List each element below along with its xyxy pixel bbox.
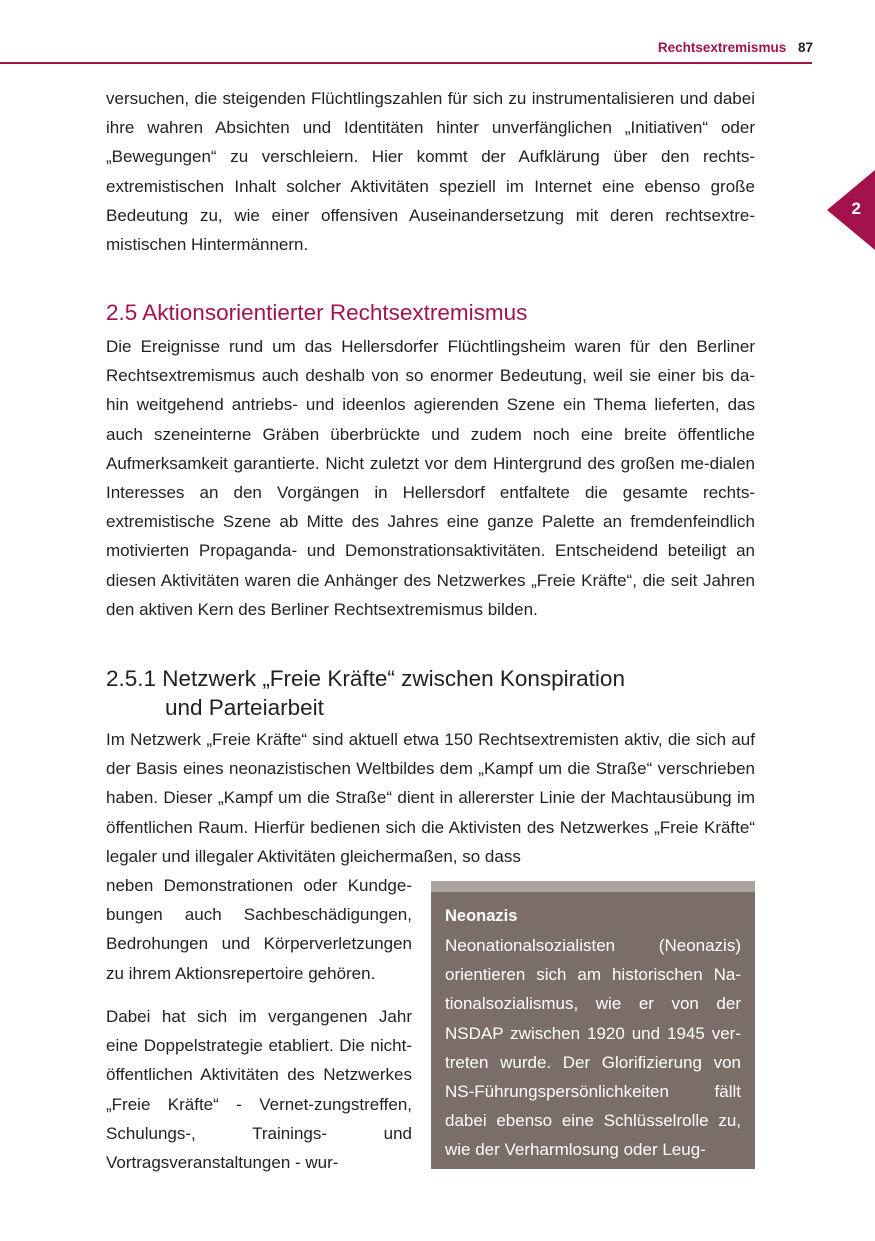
section-heading-2-5-1 (106, 664, 625, 722)
sidebar-definition-box (431, 881, 755, 1169)
section-2-5-paragraph: Die Ereignisse rund um das Hellersdorfer Flüchtlingsheim waren für den Berliner Rechtsextremismus auch deshalb von so enormer Bedeutung, weil sie einer bis da-hin weitgehend antriebs- und ideenlos agierenden Szene ein Thema lieferten, das auch szeneinterne Gräben überbrückte und zudem noch eine breite öffentliche Aufmerksamkeit garantierte. Nicht zuletzt vor dem Hintergrund des großen me-dialen Interesses an den Vorgängen in Hellersdorf entfaltete die gesamte rechts-extremistische Szene ab Mitte des Jahres eine ganze Palette an fremdenfeindlich motivierten Propaganda- und Demonstrationsaktivitäten. Entscheidend beteiligt an diesen Aktivitäten waren die Anhänger des Netzwerkes „Freie Kräfte“, die seit Jahren den aktiven Kern des Berliner Rechtsextremismus bilden. (106, 337, 755, 619)
page-number: 87 (797, 40, 813, 55)
section-2-5-1-paragraph-continued: neben Demonstrationen oder Kundge-bungen auch Sachbeschädigungen, Bedrohungen und Körperverletzungen zu ihrem Aktionsrepertoire gehören. (106, 876, 412, 983)
running-title: Rechtsextremismus (657, 40, 787, 55)
box-text: Neonationalsozialisten (Neonazis) orientieren sich am historischen Na-tionalsozialismus, wie er von der NSDAP zwischen 1920 und 1945 ver-treten wurde. Der Glorifizierung von NS-Führungspersönlichkeiten fällt dabei ebenso eine Schlüsselrolle zu, wie der Verharmlosung oder Leug- (445, 936, 741, 1160)
section-heading-2-5: 2.5 Aktionsorientierter Rechtsextremismus (106, 300, 528, 325)
heading-line-1: 2.5.1 Netzwerk „Freie Kräfte“ zwischen Konspiration (106, 666, 625, 691)
running-header (658, 40, 813, 55)
heading-line-2: und Parteiarbeit (165, 695, 324, 720)
chapter-number: 2 (851, 199, 861, 218)
section-2-5-1-paragraph: Im Netzwerk „Freie Kräfte“ sind aktuell etwa 150 Rechtsextremisten aktiv, die sich auf der Basis eines neonazistischen Weltbildes dem „Kampf um die Straße“ verschrieben haben. Dieser „Kampf um die Straße“ dient in allererster Linie der Machtausübung im öffentlichen Raum. Hierfür bedienen sich die Aktivisten des Netzwerkes „Freie Kräfte“ legaler und illegaler Aktivitäten gleichermaßen, so dass (106, 730, 755, 866)
header-rule (0, 62, 812, 64)
box-title: Neonazis (445, 907, 518, 925)
intro-paragraph: versuchen, die steigenden Flüchtlingszahlen für sich zu instrumentalisieren und dabei ihre wahren Absichten und Identitäten hinter unverfänglichen „Initiativen“ oder „Bewegungen“ zu verschleiern. Hier kommt der Aufklärung über den rechts-extremistischen Inhalt solcher Aktivitäten speziell im Internet eine ebenso große Bedeutung zu, wie einer offensiven Auseinandersetzung mit deren rechtsextre-mistischen Hintermännern. (106, 89, 755, 255)
section-2-5-1-paragraph-next: Dabei hat sich im vergangenen Jahr eine Doppelstrategie etabliert. Die nicht-öffentlichen Aktivitäten des Netzwerkes „Freie Kräfte“ - Vernet-zungstreffen, Schulungs-, Trainings- und Vortragsveranstaltungen - wur- (106, 1007, 412, 1173)
box-top-bar (431, 881, 755, 892)
